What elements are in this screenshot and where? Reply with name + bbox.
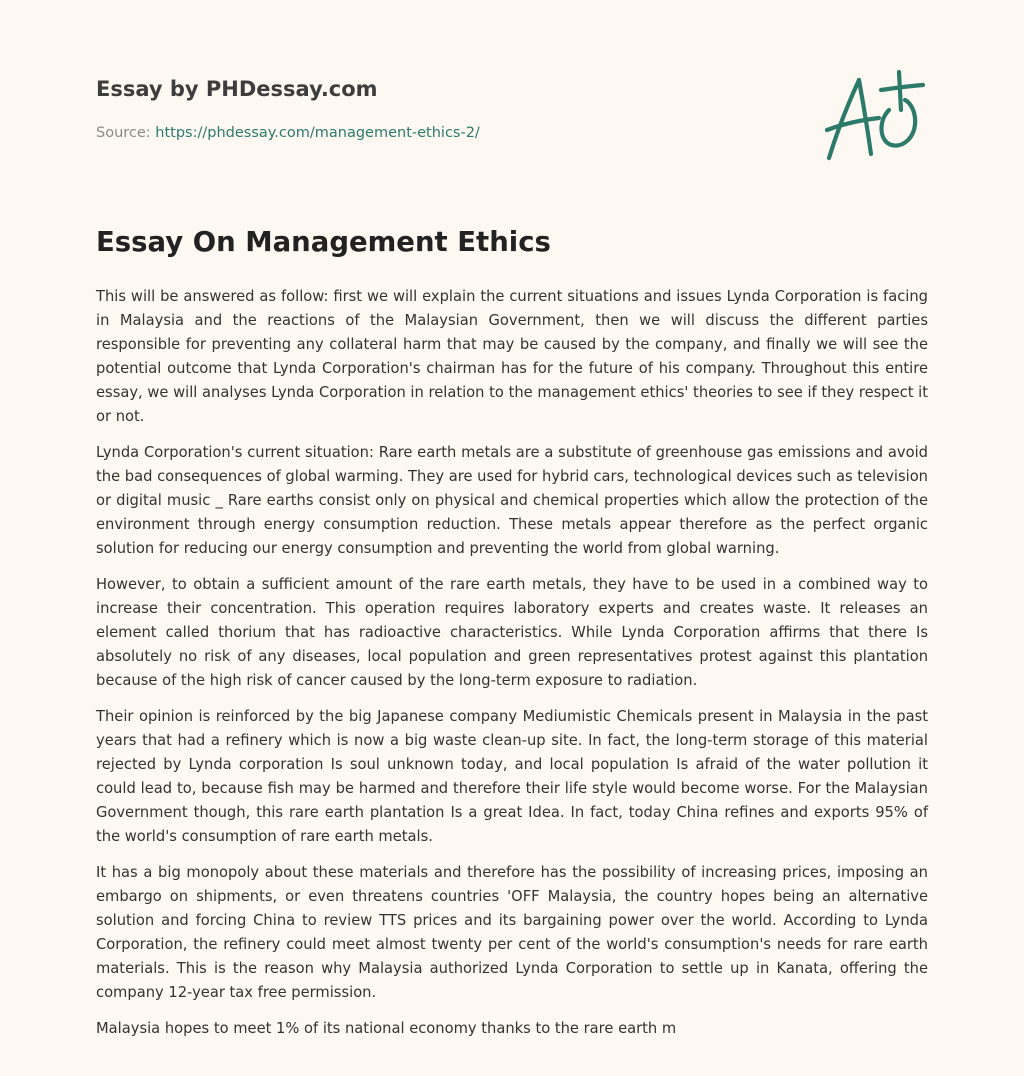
essay-paragraph: It has a big monopoly about these materials and therefore has the possibility of increasing prices, imposing an embargo on shipments, or even threatens countries 'OFF Malaysia, the country hopes being an alternative solution and forcing China to review TTS prices and its bargaining power over the world. According to Lynda Corporation, the refinery could meet almost twenty per cent of the world's consumption's needs for rare earth materials. This is the reason why Malaysia authorized Lynda Corporation to settle up in Kanata, offering the company 12-year tax free permission. <box>96 864 928 1001</box>
source-label: Source: <box>96 125 151 141</box>
essay-title: Essay On Management Ethics <box>96 226 551 258</box>
source-link[interactable]: https://phdessay.com/management-ethics-2/ <box>155 125 480 141</box>
site-brand[interactable]: Essay by PHDessay.com <box>96 77 378 101</box>
essay-paragraph: Malaysia hopes to meet 1% of its national economy thanks to the rare earth m <box>96 1020 677 1037</box>
essay-paragraph: This will be answered as follow: first we will explain the current situations and issues Lynda Corporation is facing in Malaysia and the reactions of the Malaysian Government, then we will discuss the different parties responsible for preventing any collateral harm that may be caused by the company, and finally we will see the potential outcome that Lynda Corporation's chairman has for the future of his company. Throughout this entire essay, we will analyses Lynda Corporation in relation to the management ethics' theories to see if they respect it or not. <box>96 288 928 425</box>
essay-paragraph: However, to obtain a sufficient amount of the rare earth metals, they have to be used in a combined way to increase their concentration. This operation requires laboratory experts and creates waste. It releases an element called thorium that has radioactive characteristics. While Lynda Corporation affirms that there Is absolutely no risk of any diseases, local population and green representatives protest against this plantation because of the high risk of cancer caused by the long-term exposure to radiation. <box>96 576 928 689</box>
essay-paragraph: Lynda Corporation's current situation: Rare earth metals are a substitute of greenhouse gas emissions and avoid the bad consequences of global warming. They are used for hybrid cars, technological devices such as television or digital music _ Rare earths consist only on physical and chemical properties which allow the protection of the environment through energy consumption reduction. These metals appear therefore as the perfect organic solution for reducing our energy consumption and preventing the world from global warning. <box>96 444 928 557</box>
essay-body <box>96 285 928 1053</box>
page-header <box>96 0 928 200</box>
essay-paragraph: Their opinion is reinforced by the big Japanese company Mediumistic Chemicals present in Malaysia in the past years that had a refinery which is now a big waste clean-up site. In fact, the long-term storage of this material rejected by Lynda corporation Is soul unknown today, and local population Is afraid of the water pollution it could lead to, because fish may be harmed and therefore their life style would become worse. For the Malaysian Government though, this rare earth plantation Is a great Idea. In fact, today China refines and exports 95% of the world's consumption of rare earth metals. <box>96 708 928 845</box>
source-line <box>96 125 480 141</box>
a-plus-logo-icon <box>823 68 927 164</box>
